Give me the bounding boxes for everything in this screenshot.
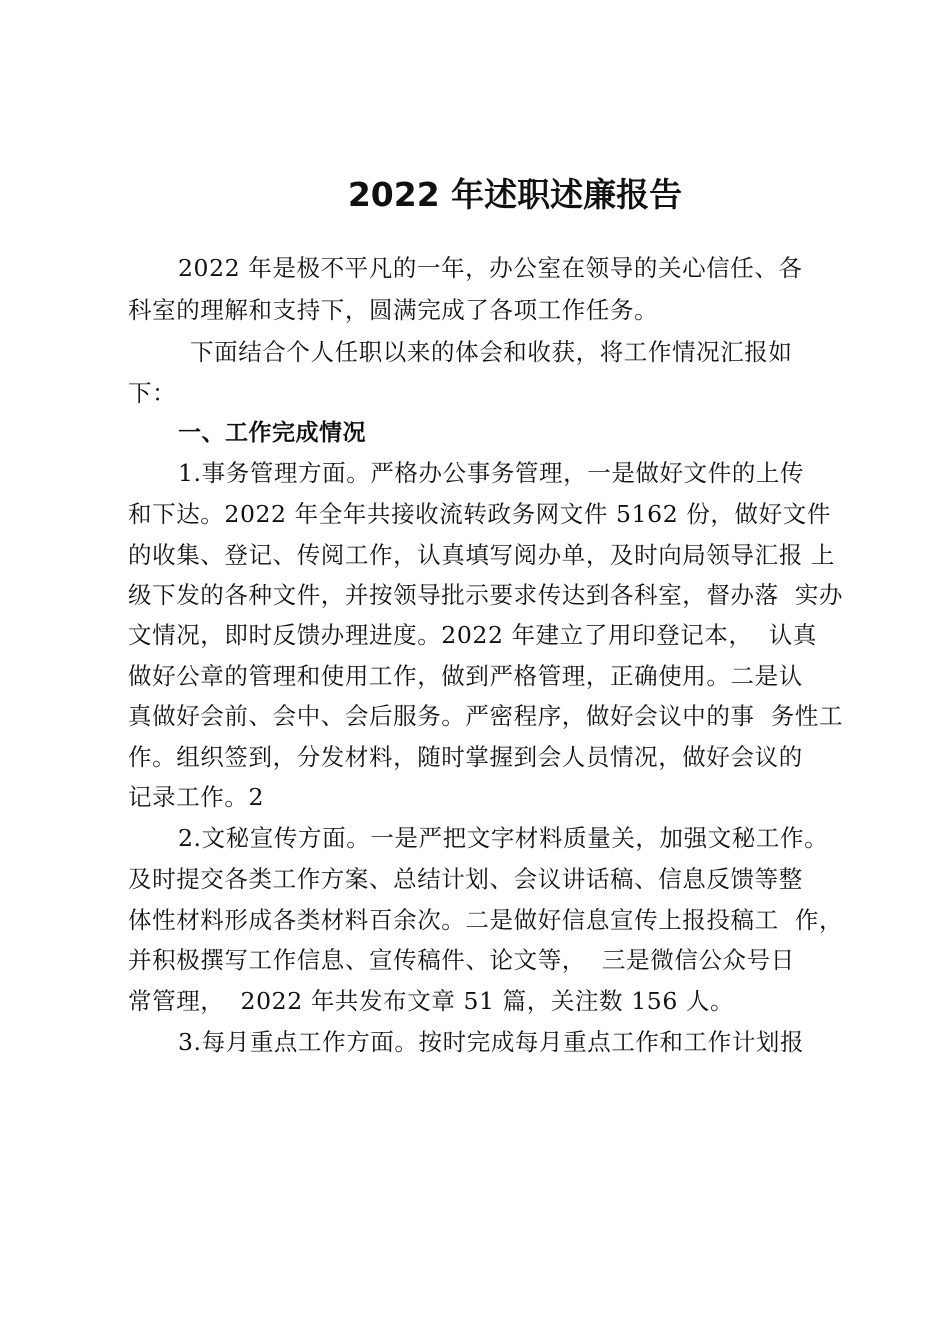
paragraph-line: 真做好会前、会中、会后服务。严密程序，做好会议中的事 务性工 [128,702,844,730]
paragraph-line: 及时提交各类工作方案、总结计划、会议讲话稿、信息反馈等整 [128,865,803,893]
paragraph-line: 下面结合个人任职以来的体会和收获，将工作情况汇报如 [190,338,793,366]
paragraph-line: 的收集、登记、传阅工作，认真填写阅办单，及时向局领导汇报 上 [128,541,835,569]
paragraph-line: 级下发的各种文件，并按领导批示要求传达到各科室，督办落 实办 [128,581,844,609]
paragraph-line: 文情况，即时反馈办理进度。2022 年建立了用印登记本， 认真 [128,621,817,649]
paragraph-line: 常管理， 2022 年共发布文章 51 篇，关注数 156 人。 [128,987,735,1015]
document-title: 2022 年述职述廉报告 [347,175,683,214]
paragraph-line: 2.文秘宣传方面。一是严把文字材料质量关，加强文秘工作。 [178,824,829,852]
paragraph-line: 并积极撰写工作信息、宣传稿件、论文等， 三是微信公众号日 [128,946,795,974]
paragraph-line: 科室的理解和支持下，圆满完成了各项工作任务。 [128,296,659,324]
paragraph-line: 3.每月重点工作方面。按时完成每月重点工作和工作计划报 [178,1028,805,1056]
section-heading: 一、工作完成情况 [178,420,366,446]
paragraph-line: 作。组织签到，分发材料，随时掌握到会人员情况，做好会议的 [128,743,803,771]
paragraph-line: 做好公章的管理和使用工作，做到严格管理，正确使用。二是认 [128,662,803,690]
paragraph-line: 2022 年是极不平凡的一年，办公室在领导的关心信任、各 [178,254,803,282]
paragraph-line: 下： [128,379,177,407]
paragraph-line: 体性材料形成各类材料百余次。二是做好信息宣传上报投稿工 作， [128,906,844,934]
paragraph-line: 和下达。2022 年全年共接收流转政务网文件 5162 份，做好文件 [128,500,831,528]
paragraph-line: 1.事务管理方面。严格办公事务管理，一是做好文件的上传 [178,459,805,487]
paragraph-line: 记录工作。2 [128,783,265,811]
